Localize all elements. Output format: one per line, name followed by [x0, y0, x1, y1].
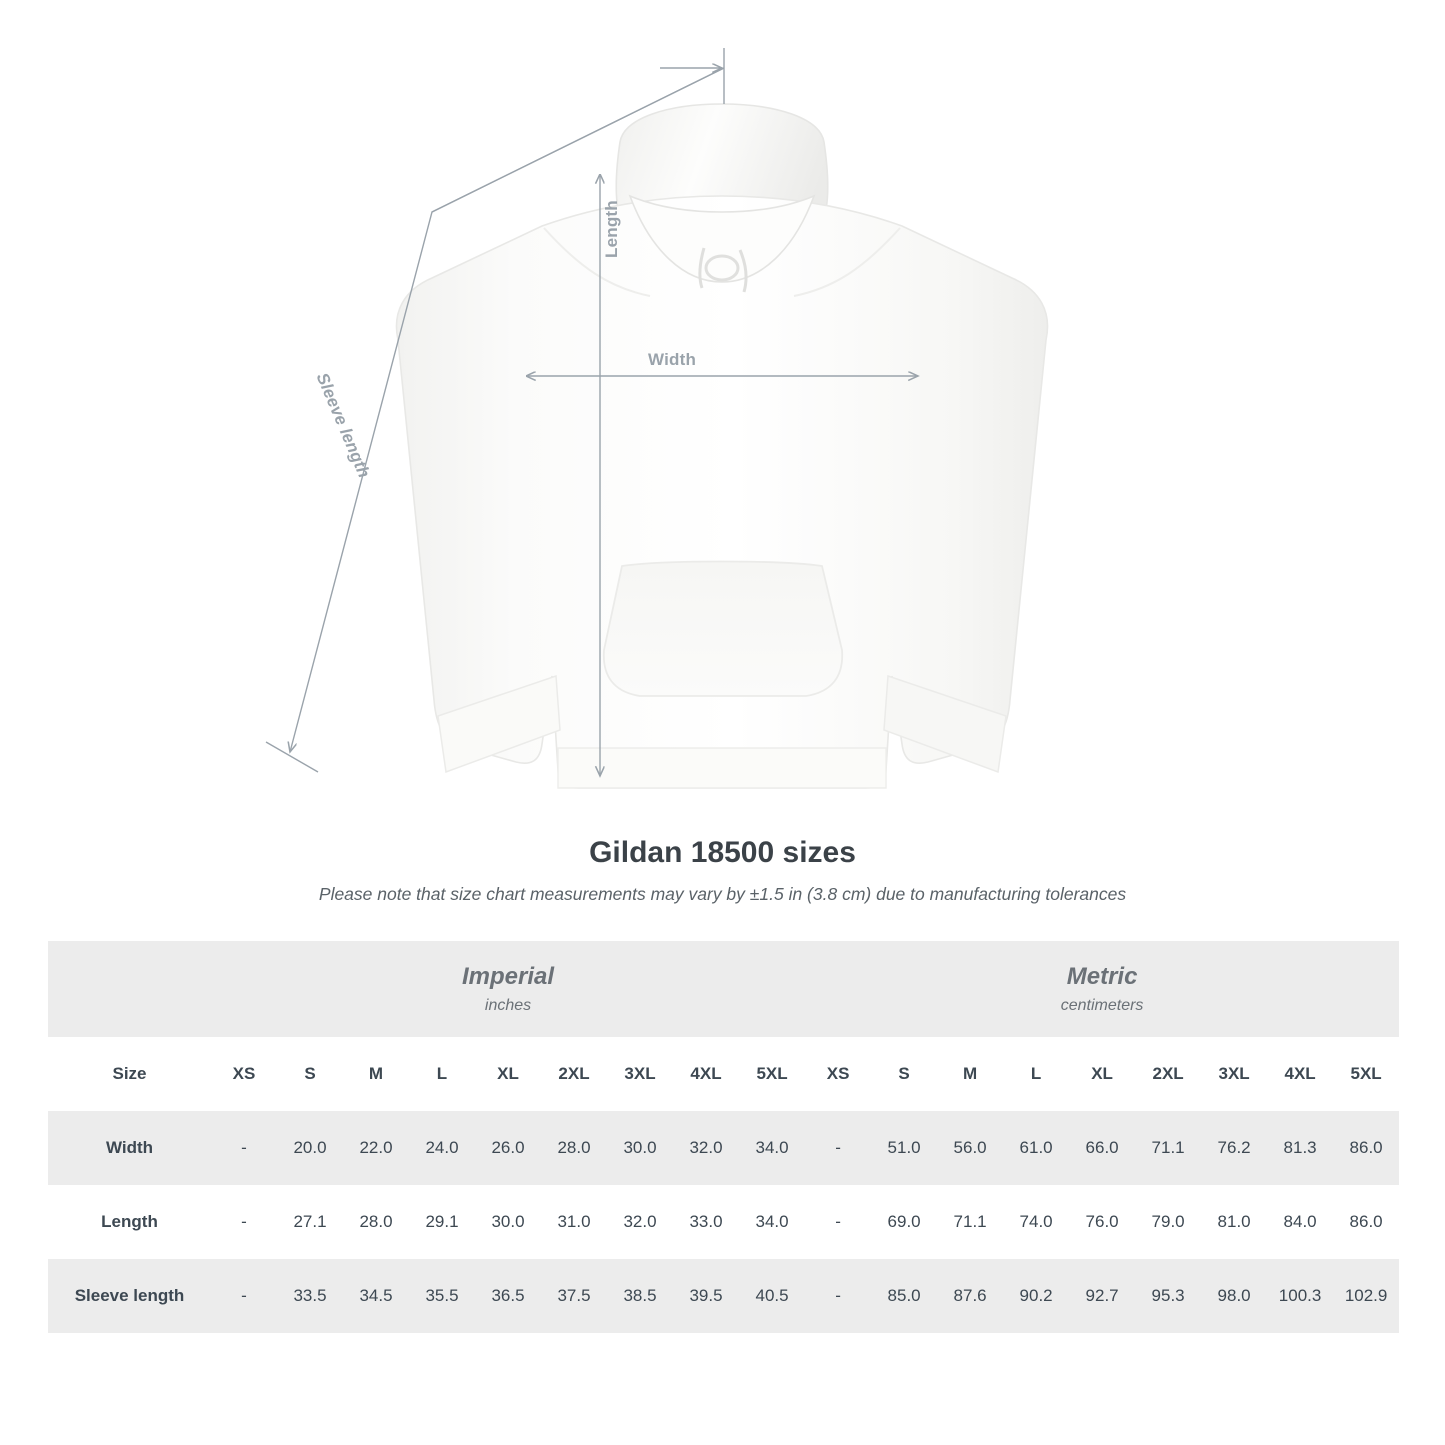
width-dimension-label: Width: [648, 350, 697, 369]
table-row: [48, 1111, 1399, 1185]
row-label-width: Width: [48, 1111, 211, 1185]
cell-sleeve-metric-xs: -: [805, 1259, 871, 1333]
length-dimension-label: Length: [602, 200, 621, 258]
cell-sleeve-imperial-m: 34.5: [343, 1259, 409, 1333]
size-col-imperial-l: L: [409, 1037, 475, 1111]
size-header-label: Size: [48, 1037, 211, 1111]
row-label-length: Length: [101, 1212, 158, 1231]
cell-sleeve-imperial-xs: -: [211, 1259, 277, 1333]
cell-width-imperial-5xl: 34.0: [739, 1111, 805, 1185]
row-label-sleeve-length: Sleeve length: [48, 1259, 211, 1333]
cell-length-metric-2xl: 79.0: [1151, 1212, 1185, 1231]
table-row: [48, 1185, 1399, 1259]
cell-length-imperial-xl: 30.0: [491, 1212, 525, 1231]
size-col-metric-4xl: 4XL: [1267, 1037, 1333, 1111]
cell-length-imperial-4xl: 33.0: [689, 1212, 723, 1231]
page-title: Gildan 18500 sizes: [589, 836, 856, 869]
cell-sleeve-metric-l: 90.2: [1003, 1259, 1069, 1333]
unit-header-row: [48, 941, 1399, 1037]
cell-length-metric-4xl: 84.0: [1283, 1212, 1317, 1231]
cell-width-imperial-2xl: 28.0: [541, 1111, 607, 1185]
size-col-metric-l: L: [1003, 1037, 1069, 1111]
size-col-metric-5xl: 5XL: [1333, 1037, 1399, 1111]
title-block: [0, 836, 1445, 905]
unit-imperial-sub: inches: [484, 996, 532, 1014]
size-col-imperial-5xl: 5XL: [739, 1037, 805, 1111]
cell-sleeve-imperial-l: 35.5: [409, 1259, 475, 1333]
cell-width-metric-xl: 66.0: [1069, 1111, 1135, 1185]
cell-length-metric-5xl: 86.0: [1349, 1212, 1383, 1231]
cell-width-imperial-m: 22.0: [343, 1111, 409, 1185]
cell-width-imperial-4xl: 32.0: [673, 1111, 739, 1185]
cell-length-metric-s: 69.0: [887, 1212, 921, 1231]
cell-width-imperial-xl: 26.0: [475, 1111, 541, 1185]
size-col-imperial-xs: XS: [211, 1037, 277, 1111]
unit-imperial-name: Imperial: [462, 963, 555, 991]
unit-corner-cell: [48, 941, 211, 1037]
unit-metric-name: Metric: [1066, 963, 1138, 991]
size-col-metric-xs: XS: [805, 1037, 871, 1111]
cell-sleeve-imperial-3xl: 38.5: [607, 1259, 673, 1333]
cell-sleeve-metric-2xl: 95.3: [1135, 1259, 1201, 1333]
hoodie-shape: [396, 104, 1047, 788]
size-col-imperial-s: S: [277, 1037, 343, 1111]
tolerance-note: Please note that size chart measurements may vary by ±1.5 in (3.8 cm) due to manufacturing tolerances: [318, 884, 1127, 904]
cell-length-metric-xs: -: [835, 1212, 841, 1231]
cell-width-metric-l: 61.0: [1003, 1111, 1069, 1185]
size-table-wrapper: [48, 941, 1397, 1333]
cell-length-metric-xl: 76.0: [1085, 1212, 1119, 1231]
cell-width-metric-4xl: 81.3: [1267, 1111, 1333, 1185]
cell-width-metric-3xl: 76.2: [1201, 1111, 1267, 1185]
cell-width-imperial-3xl: 30.0: [607, 1111, 673, 1185]
size-table: [48, 941, 1399, 1333]
cell-sleeve-imperial-2xl: 37.5: [541, 1259, 607, 1333]
cell-width-metric-m: 56.0: [937, 1111, 1003, 1185]
size-col-metric-m: M: [937, 1037, 1003, 1111]
cell-length-metric-m: 71.1: [953, 1212, 987, 1231]
cell-sleeve-metric-s: 85.0: [871, 1259, 937, 1333]
cell-sleeve-imperial-4xl: 39.5: [673, 1259, 739, 1333]
cell-length-imperial-xs: -: [241, 1212, 247, 1231]
size-col-metric-3xl: 3XL: [1201, 1037, 1267, 1111]
cell-width-imperial-l: 24.0: [409, 1111, 475, 1185]
cell-length-metric-3xl: 81.0: [1217, 1212, 1251, 1231]
cell-width-metric-2xl: 71.1: [1135, 1111, 1201, 1185]
cell-width-imperial-s: 20.0: [277, 1111, 343, 1185]
cell-width-metric-s: 51.0: [871, 1111, 937, 1185]
cell-length-imperial-3xl: 32.0: [623, 1212, 657, 1231]
cell-sleeve-metric-5xl: 102.9: [1333, 1259, 1399, 1333]
cell-length-imperial-2xl: 31.0: [557, 1212, 591, 1231]
cell-length-imperial-m: 28.0: [359, 1212, 393, 1231]
cell-sleeve-imperial-xl: 36.5: [475, 1259, 541, 1333]
cell-sleeve-metric-m: 87.6: [937, 1259, 1003, 1333]
sleeve-length-dimension-label: Sleeve length: [312, 370, 374, 481]
size-col-imperial-m: M: [343, 1037, 409, 1111]
size-header-row: [48, 1037, 1399, 1111]
cell-length-metric-l: 74.0: [1019, 1212, 1053, 1231]
size-col-metric-s: S: [871, 1037, 937, 1111]
cell-sleeve-imperial-s: 33.5: [277, 1259, 343, 1333]
cell-sleeve-metric-4xl: 100.3: [1267, 1259, 1333, 1333]
size-col-imperial-xl: XL: [475, 1037, 541, 1111]
cell-sleeve-metric-xl: 92.7: [1069, 1259, 1135, 1333]
size-col-imperial-4xl: 4XL: [673, 1037, 739, 1111]
cell-length-imperial-s: 27.1: [293, 1212, 327, 1231]
size-col-imperial-2xl: 2XL: [541, 1037, 607, 1111]
cell-width-metric-5xl: 86.0: [1333, 1111, 1399, 1185]
size-col-metric-2xl: 2XL: [1135, 1037, 1201, 1111]
cell-width-metric-xs: -: [805, 1111, 871, 1185]
unit-imperial-cell: [211, 941, 805, 1037]
cell-width-imperial-xs: -: [211, 1111, 277, 1185]
table-row: [48, 1259, 1399, 1333]
cell-length-imperial-l: 29.1: [425, 1212, 459, 1231]
cell-sleeve-imperial-5xl: 40.5: [739, 1259, 805, 1333]
cell-length-imperial-5xl: 34.0: [755, 1212, 789, 1231]
size-col-imperial-3xl: 3XL: [607, 1037, 673, 1111]
size-col-metric-xl: XL: [1069, 1037, 1135, 1111]
unit-metric-cell: [805, 941, 1399, 1037]
cell-sleeve-metric-3xl: 98.0: [1201, 1259, 1267, 1333]
unit-metric-sub: centimeters: [1060, 996, 1144, 1014]
